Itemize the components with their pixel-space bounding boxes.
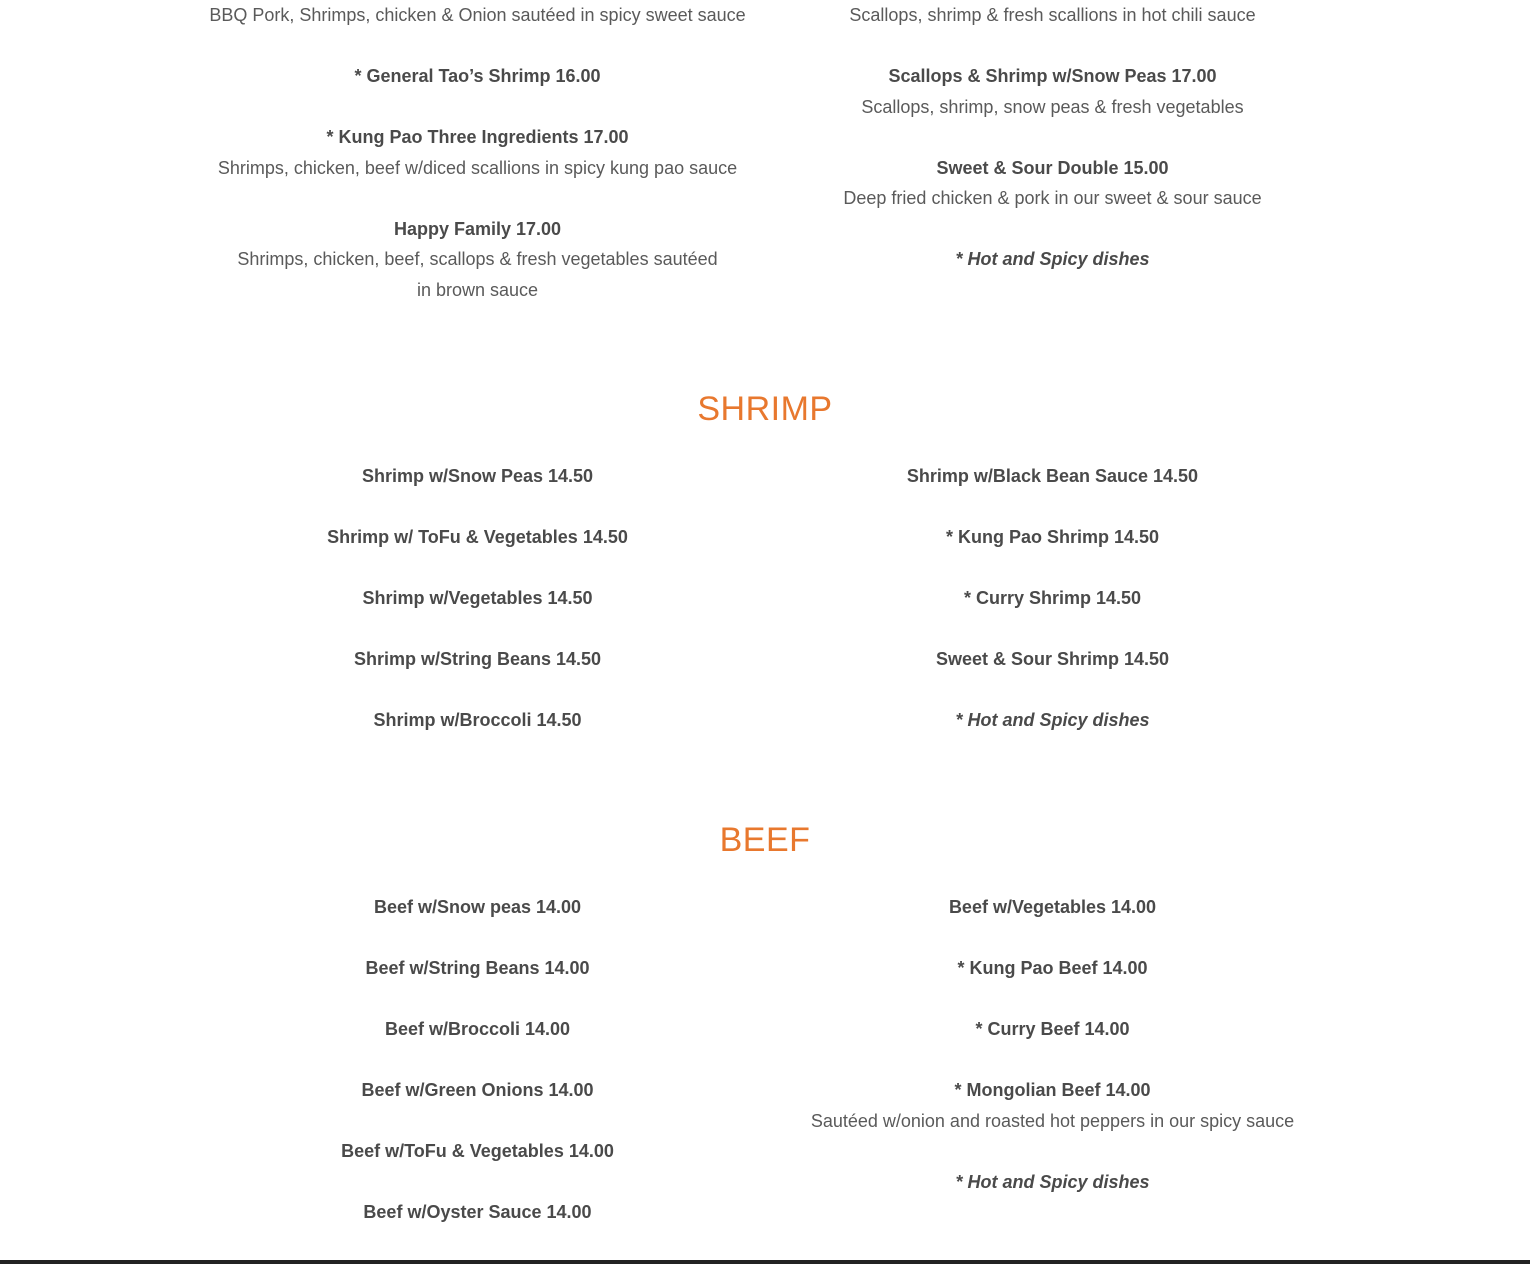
shrimp-right-column: [790, 461, 1315, 736]
spacer: [790, 614, 1315, 645]
spacer: [790, 1136, 1315, 1167]
spacer: [790, 214, 1315, 245]
spacer: [205, 92, 750, 123]
hot-spicy-note: * Hot and Spicy dishes: [955, 710, 1150, 730]
menu-item-name: * General Tao’s Shrimp 16.00: [354, 66, 601, 86]
menu-item-name: Beef w/Snow peas 14.00: [373, 897, 582, 917]
menu-item-name: Sweet & Sour Shrimp 14.50: [935, 649, 1170, 669]
spacer: [205, 1106, 750, 1137]
menu-item-description: Scallops, shrimp, snow peas & fresh vegetables: [861, 96, 1244, 117]
menu-item-description: Shrimps, chicken, beef, scallops & fresh vegetables sautéed in brown sauce: [237, 249, 718, 300]
spacer: [205, 1167, 750, 1198]
menu-item-name: Shrimp w/Vegetables 14.50: [362, 588, 593, 608]
menu-item-description: Sautéed w/onion and roasted hot peppers in our spicy sauce: [810, 1110, 1295, 1131]
menu-item-name: Beef w/Broccoli 14.00: [384, 1019, 571, 1039]
spacer: [205, 31, 750, 62]
menu-item-description: Deep fried chicken & pork in our sweet & sour sauce: [843, 188, 1262, 208]
section-title-beef: BEEF: [719, 821, 811, 859]
menu-item-name: Sweet & Sour Double 15.00: [936, 157, 1169, 178]
spacer: [205, 492, 750, 523]
shrimp-left-column: [205, 461, 750, 736]
spacer: [790, 553, 1315, 584]
hot-spicy-note: * Hot and Spicy dishes: [955, 249, 1150, 269]
menu-item-name: Beef w/Vegetables 14.00: [948, 897, 1157, 917]
menu-item-name: * Curry Shrimp 14.50: [963, 588, 1142, 608]
menu-item-name: Beef w/ToFu & Vegetables 14.00: [341, 1141, 614, 1161]
footer-divider: [0, 1260, 1530, 1264]
top-right-column: [790, 0, 1315, 275]
menu-item-name: Beef w/Oyster Sauce 14.00: [363, 1202, 592, 1222]
menu-item-description: BBQ Pork, Shrimps, chicken & Onion sautéed in spicy sweet sauce: [209, 5, 746, 25]
menu-item-name: * Kung Pao Three Ingredients 17.00: [326, 127, 629, 147]
spacer: [790, 122, 1315, 153]
spacer: [205, 614, 750, 645]
top-left-column: [205, 0, 750, 305]
menu-item-name: Shrimp w/String Beans 14.50: [353, 649, 602, 669]
menu-item-name: * Curry Beef 14.00: [975, 1019, 1130, 1039]
menu-item-name: Beef w/Green Onions 14.00: [361, 1080, 594, 1100]
menu-item-description: Scallops, shrimp & fresh scallions in hot chili sauce: [849, 5, 1256, 25]
menu-item-name: Shrimp w/ ToFu & Vegetables 14.50: [327, 527, 628, 547]
spacer: [790, 1045, 1315, 1076]
menu-item-description: Shrimps, chicken, beef w/diced scallions in spicy kung pao sauce: [217, 157, 738, 178]
spacer: [790, 31, 1315, 62]
spacer: [790, 492, 1315, 523]
menu-item-name: Happy Family 17.00: [393, 218, 562, 239]
spacer: [205, 183, 750, 214]
spacer: [205, 1045, 750, 1076]
section-title-shrimp: SHRIMP: [697, 390, 833, 428]
menu-item-name: Shrimp w/Broccoli 14.50: [373, 710, 582, 730]
spacer: [205, 553, 750, 584]
beef-right-column: [790, 892, 1315, 1197]
spacer: [790, 675, 1315, 706]
beef-left-column: [205, 892, 750, 1228]
spacer: [205, 675, 750, 706]
menu-item-name: * Kung Pao Shrimp 14.50: [945, 527, 1160, 547]
hot-spicy-note: * Hot and Spicy dishes: [955, 1171, 1150, 1192]
menu-item-name: Scallops & Shrimp w/Snow Peas 17.00: [888, 66, 1217, 86]
menu-item-name: Shrimp w/Snow Peas 14.50: [361, 466, 594, 486]
spacer: [790, 984, 1315, 1015]
menu-item-name: Beef w/String Beans 14.00: [365, 958, 590, 978]
menu-item-name: * Kung Pao Beef 14.00: [957, 958, 1148, 978]
spacer: [205, 923, 750, 954]
spacer: [205, 984, 750, 1015]
menu-item-name: Shrimp w/Black Bean Sauce 14.50: [906, 466, 1199, 486]
spacer: [790, 923, 1315, 954]
menu-item-name: * Mongolian Beef 14.00: [954, 1080, 1151, 1100]
